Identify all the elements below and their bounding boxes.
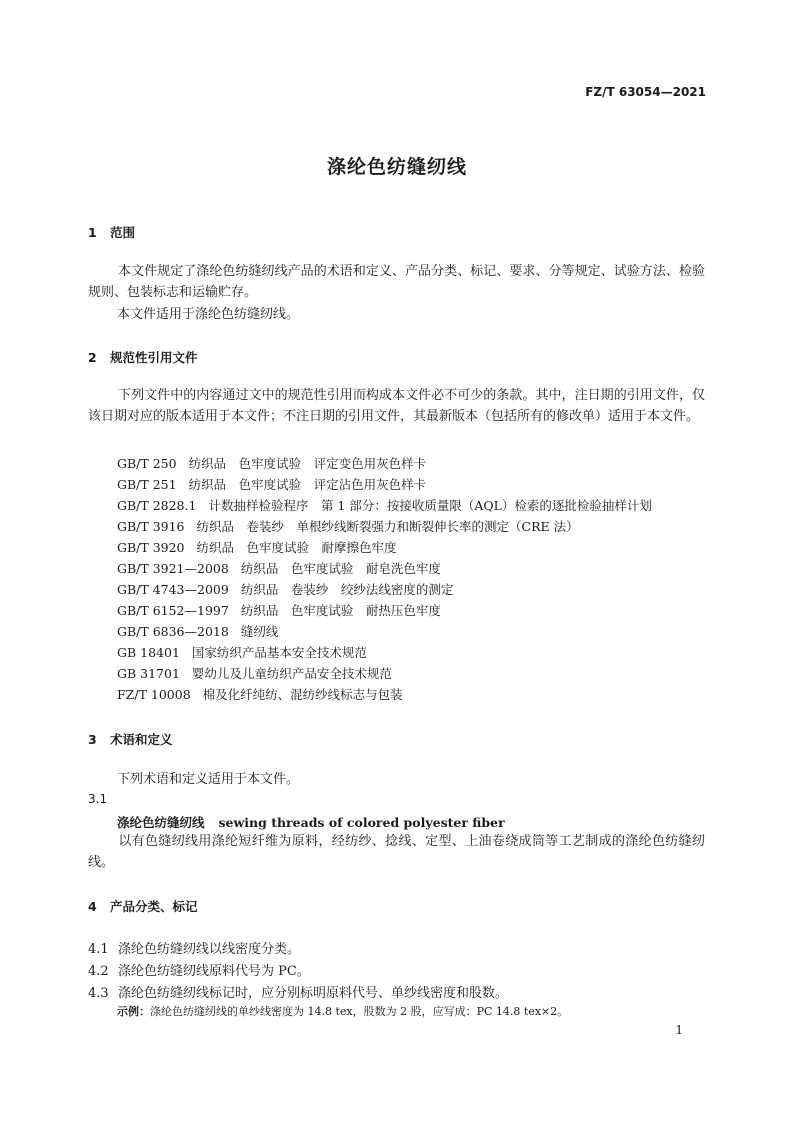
clause-number: 4.3 — [88, 986, 109, 1001]
section-title: 产品分类、标记 — [110, 899, 198, 914]
term-chinese: 涤纶色纺缝纫线 — [117, 815, 205, 830]
reference-code: GB/T 251 — [117, 477, 177, 492]
reference-item — [117, 475, 426, 493]
reference-item — [117, 496, 652, 514]
reference-title: 纺织品 色牢度试验 评定沾色用灰色样卡 — [188, 477, 427, 492]
reference-title: 纺织品 卷装纱 单根纱线断裂强力和断裂伸长率的测定（CRE 法） — [196, 519, 579, 534]
section-heading — [88, 223, 135, 241]
reference-item — [117, 685, 403, 703]
scope-text: 本文件规定了涤纶色纺缝纫线产品的术语和定义、产品分类、标记、要求、分等规定、试验方法、检验规则、包装标志和运输贮存。 — [88, 264, 705, 300]
document-id: FZ/T 63054—2021 — [585, 85, 706, 99]
reference-code: GB/T 3920 — [117, 540, 185, 555]
reference-code: GB 31701 — [117, 666, 180, 681]
normative-intro: 下列文件中的内容通过文中的规范性引用而构成本文件必不可少的条款。其中，注日期的引用文件，仅该日期对应的版本适用于本文件；不注日期的引用文件，其最新版本（包括所有的修改单）适用于本文件。 — [88, 388, 705, 424]
reference-title: 纺织品 色牢度试验 耐皂洗色牢度 — [240, 561, 441, 576]
reference-code: FZ/T 10008 — [117, 687, 191, 702]
reference-code: GB/T 6836—2018 — [117, 624, 229, 639]
section-heading — [88, 897, 198, 915]
document-title: 涤纶色纺缝纫线 — [326, 156, 467, 178]
section-number: 3 — [88, 732, 97, 747]
clause-number: 4.1 — [88, 942, 109, 957]
reference-title: 纺织品 色牢度试验 耐热压色牢度 — [240, 603, 441, 618]
clause-text: 涤纶色纺缝纫线标记时，应分别标明原料代号、单纱线密度和股数。 — [118, 986, 509, 1001]
reference-title: 纺织品 色牢度试验 评定变色用灰色样卡 — [188, 456, 427, 471]
paragraph: 本文件适用于涤纶色纺缝纫线。 — [117, 307, 300, 322]
reference-title: 缝纫线 — [240, 624, 279, 639]
reference-code: GB/T 2828.1 — [117, 498, 197, 513]
section-number: 1 — [88, 225, 97, 240]
reference-title: 婴幼儿及儿童纺织产品安全技术规范 — [191, 666, 392, 681]
example-text: 涤纶色纺缝纫线的单纱线密度为 14.8 tex，股数为 2 股，应写成：PC 14.8 tex×2。 — [150, 1005, 569, 1018]
reference-code: GB/T 4743—2009 — [117, 582, 229, 597]
term-number: 3.1 — [88, 792, 108, 806]
reference-title: 棉及化纤纯纺、混纺纱线标志与包装 — [202, 687, 403, 702]
section-number: 4 — [88, 899, 97, 914]
section-heading — [88, 348, 198, 366]
reference-title: 纺织品 卷装纱 绞纱法线密度的测定 — [240, 582, 454, 597]
reference-item — [117, 622, 278, 640]
clause-number: 4.2 — [88, 964, 109, 979]
reference-title: 国家纺织产品基本安全技术规范 — [191, 645, 367, 660]
reference-item — [117, 664, 392, 682]
reference-title: 纺织品 色牢度试验 耐摩擦色牢度 — [196, 540, 397, 555]
term-entry — [117, 813, 505, 831]
clause-text: 涤纶色纺缝纫线以线密度分类。 — [118, 942, 301, 957]
example-label: 示例： — [117, 1005, 150, 1018]
clause-item — [88, 938, 300, 957]
section-heading — [88, 730, 173, 748]
reference-item — [117, 454, 426, 472]
reference-title: 计数抽样检验程序 第 1 部分：按接收质量限（AQL）检索的逐批检验抽样计划 — [208, 498, 652, 513]
clause-item — [88, 960, 310, 979]
reference-code: GB/T 3921—2008 — [117, 561, 229, 576]
example-note — [117, 1003, 568, 1019]
reference-item — [117, 643, 367, 661]
reference-code: GB/T 6152—1997 — [117, 603, 229, 618]
reference-code: GB/T 3916 — [117, 519, 185, 534]
section-title: 术语和定义 — [110, 732, 173, 747]
clause-item — [88, 982, 508, 1001]
section-number: 2 — [88, 350, 97, 365]
clause-text: 涤纶色纺缝纫线原料代号为 PC。 — [118, 964, 310, 979]
reference-item — [117, 559, 441, 577]
section-title: 范围 — [110, 225, 136, 240]
reference-item — [117, 580, 453, 598]
paragraph — [88, 831, 705, 873]
paragraph — [88, 261, 705, 303]
reference-item — [117, 538, 397, 556]
page-number: 1 — [675, 1023, 683, 1037]
term-definition: 以有色缝纫线用涤纶短纤维为原料，经纺纱、捻线、定型、上油卷绕成筒等工艺制成的涤纶色纺缝纫线。 — [88, 834, 705, 870]
section-title: 规范性引用文件 — [110, 350, 198, 365]
reference-item — [117, 601, 441, 619]
term-english: sewing threads of colored polyester fiber — [218, 815, 505, 830]
paragraph: 下列术语和定义适用于本文件。 — [117, 772, 300, 787]
paragraph — [88, 385, 705, 427]
reference-code: GB/T 250 — [117, 456, 177, 471]
reference-item — [117, 517, 579, 535]
reference-code: GB 18401 — [117, 645, 180, 660]
